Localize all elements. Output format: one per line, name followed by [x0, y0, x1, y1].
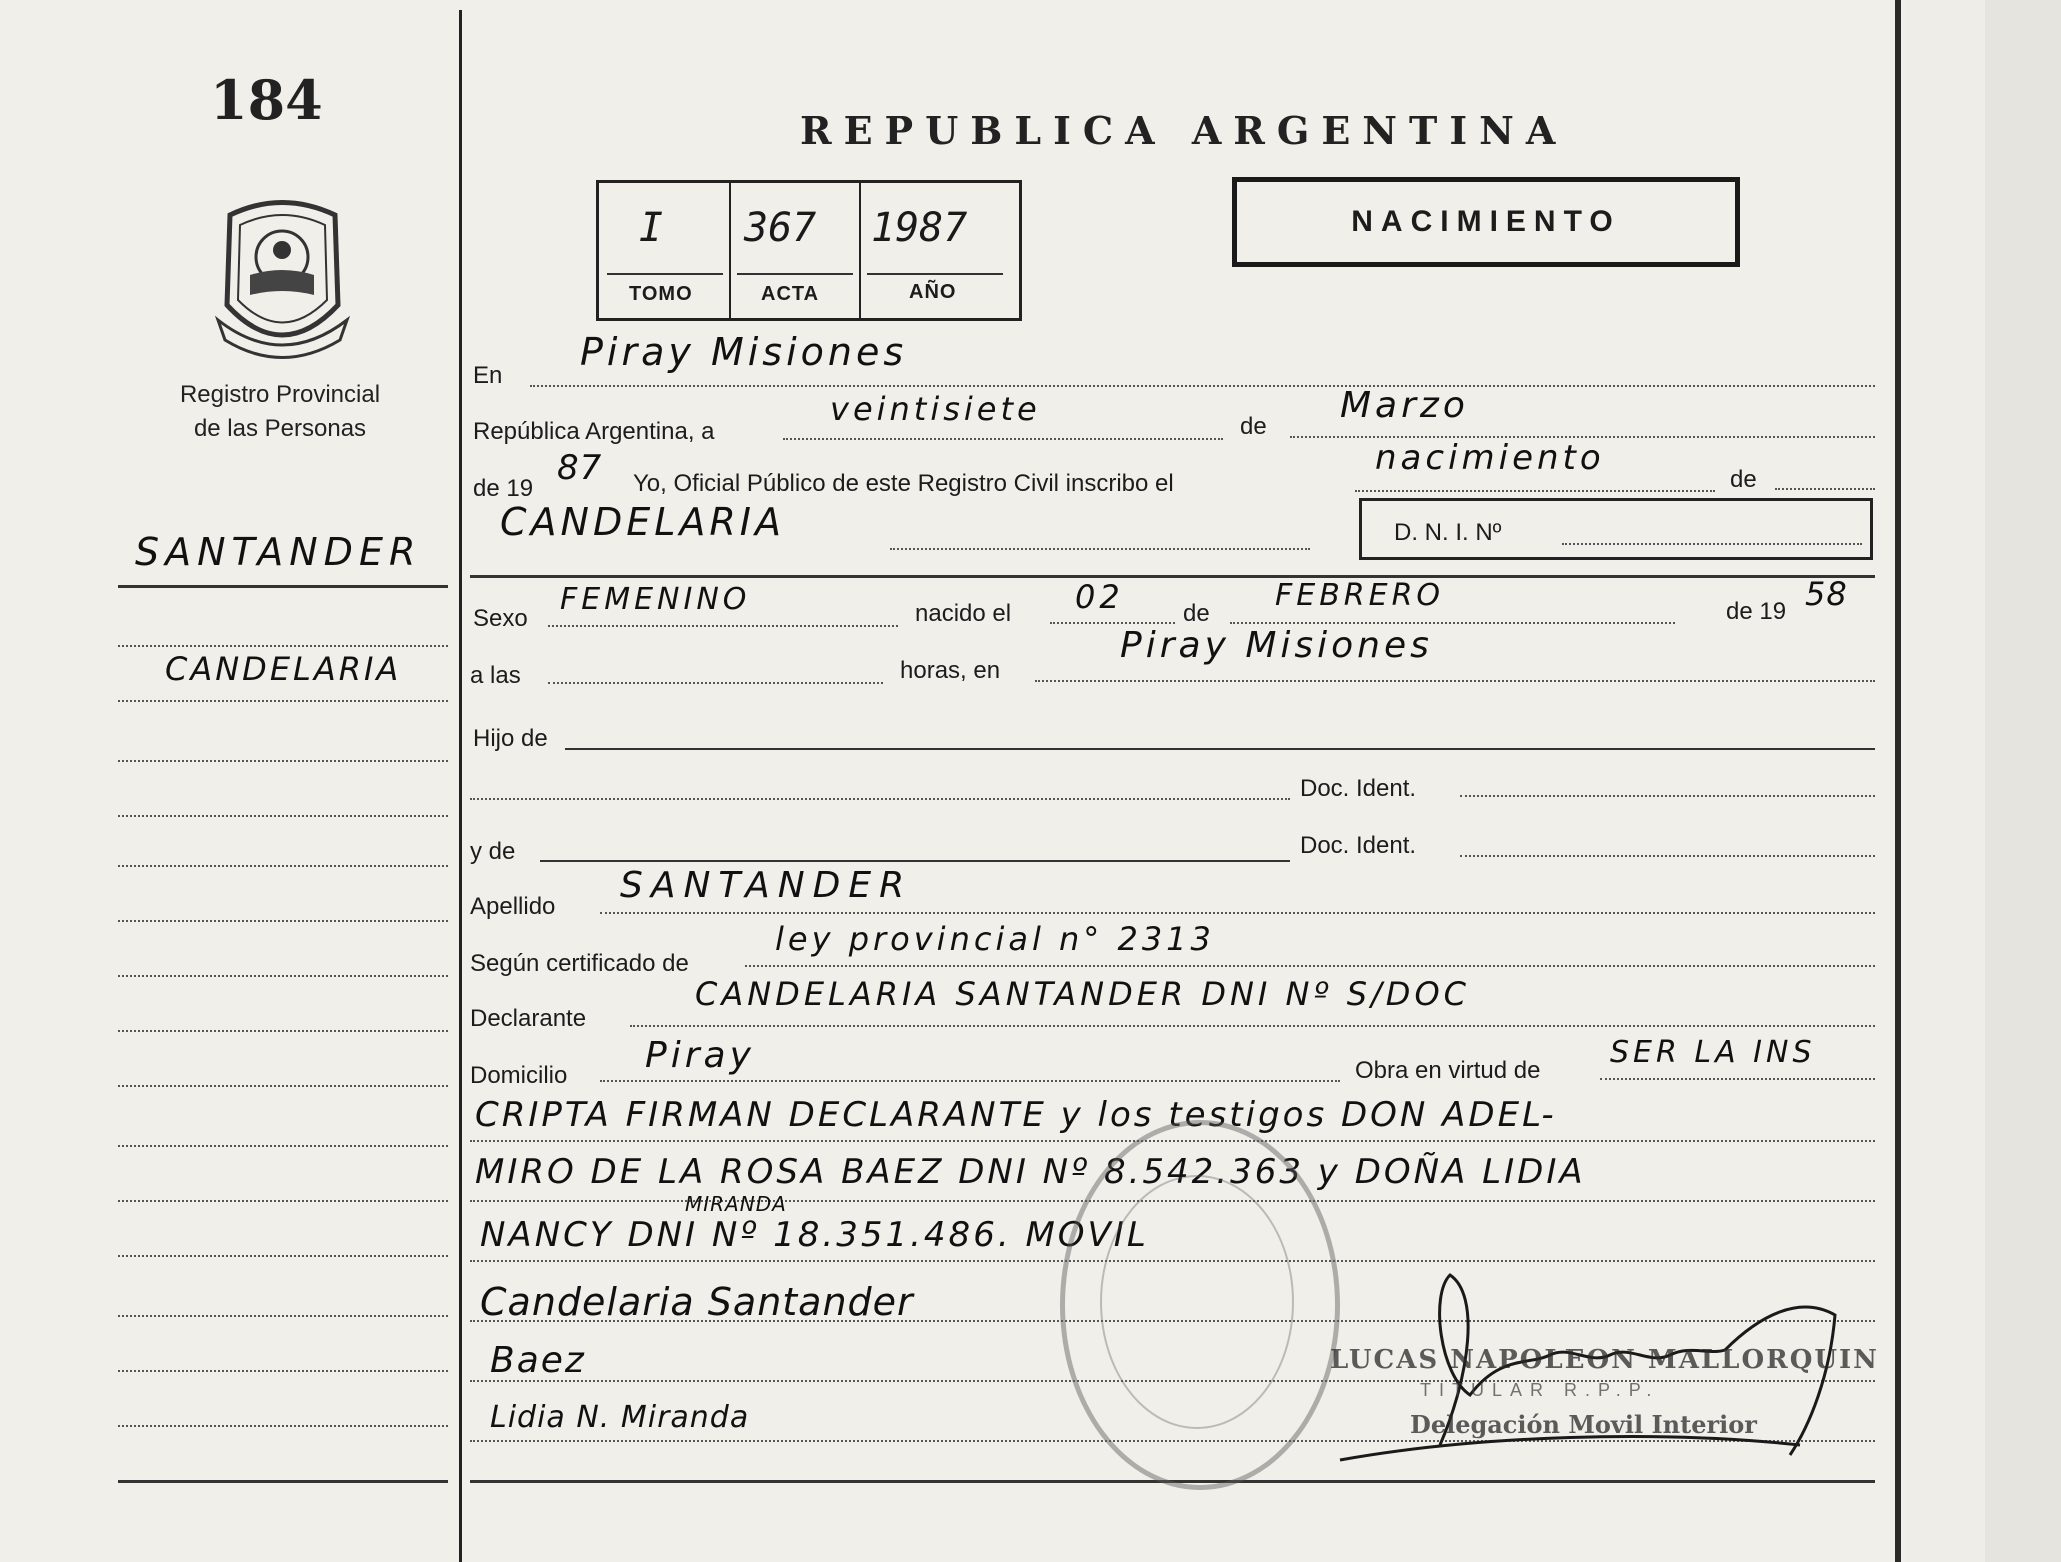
page-margin: [1905, 0, 1985, 1562]
line-y-de: [540, 860, 1290, 862]
label-doc-ident-1: Doc. Ident.: [1300, 775, 1417, 802]
label-y-de: y de: [470, 838, 516, 865]
left-surname: SANTANDER: [135, 530, 422, 574]
line-domicilio: [600, 1080, 1340, 1082]
value-sexo: FEMENINO: [560, 582, 751, 617]
label-horas-en: horas, en: [900, 657, 1001, 684]
page-number: 184: [210, 68, 323, 132]
value-act-type: nacimiento: [1375, 438, 1605, 478]
line-act: [1355, 490, 1715, 492]
line-person: [890, 548, 1310, 550]
value-year-suffix: 87: [557, 448, 603, 488]
line-hijo-de-2: [470, 798, 1290, 800]
value-birth-place: Piray Misiones: [1120, 625, 1433, 666]
line-birth-month: [1230, 622, 1675, 624]
emblem: [210, 195, 355, 360]
line-declarante: [630, 1025, 1875, 1027]
line-de-person: [1775, 488, 1875, 490]
acta-cell: [729, 183, 861, 318]
registro-provincial: [130, 378, 430, 446]
value-obra: SER LA INS: [1610, 1035, 1816, 1070]
label-obra: Obra en virtud de: [1355, 1057, 1541, 1084]
official-stamp-inner: [1100, 1175, 1294, 1429]
line-birth-day: [1050, 622, 1175, 624]
value-birth-month: FEBRERO: [1275, 578, 1445, 613]
registro-line2: de las Personas: [193, 415, 367, 442]
notes-insert: MIRANDA: [685, 1192, 787, 1216]
tomo-value: I: [639, 205, 664, 251]
line-hijo-de: [565, 748, 1875, 750]
label-en: En: [473, 362, 503, 389]
label-segun: Según certificado de: [470, 950, 689, 977]
acta-value: 367: [744, 205, 817, 251]
label-de-birth-month: de: [1183, 600, 1210, 627]
tomo-label: TOMO: [629, 283, 693, 305]
value-declarante: CANDELARIA SANTANDER DNI Nº S/DOC: [695, 975, 1470, 1013]
value-domicilio: Piray: [645, 1035, 755, 1076]
section-divider: [470, 575, 1875, 578]
label-dni: D. N. I. Nº: [1394, 519, 1502, 546]
official-title: TITULAR R.P.P.: [1420, 1380, 1660, 1400]
anio-cell: [859, 183, 1013, 318]
official-office: Delegación Movil Interior: [1410, 1410, 1757, 1439]
value-birth-year-suffix: 58: [1805, 575, 1848, 613]
tomo-cell: [599, 183, 731, 318]
line-segun: [745, 965, 1875, 967]
line-day: [783, 438, 1223, 440]
record-type: NACIMIENTO: [1351, 205, 1621, 238]
label-declarante: Declarante: [470, 1005, 587, 1032]
label-de19-birth: de 19: [1726, 598, 1787, 625]
acta-label: ACTA: [761, 283, 820, 305]
line-apellido: [600, 912, 1875, 914]
label-republica: República Argentina, a: [473, 418, 715, 445]
official-name: LUCAS NAPOLEON MALLORQUIN: [1330, 1345, 1879, 1375]
label-de19: de 19: [473, 475, 534, 502]
value-birth-day: 02: [1075, 578, 1124, 616]
label-apellido: Apellido: [470, 893, 556, 920]
anio-value: 1987: [871, 205, 968, 251]
label-de-month: de: [1240, 413, 1267, 440]
label-nacido-el: nacido el: [915, 600, 1012, 627]
registro-line1: Registro Provincial: [179, 381, 381, 408]
column-divider: [459, 10, 462, 1562]
line-obra: [1600, 1078, 1875, 1080]
document-title: REPUBLICA ARGENTINA: [800, 108, 1568, 153]
label-doc-ident-2: Doc. Ident.: [1300, 832, 1417, 859]
line-sexo: [548, 625, 898, 627]
value-certificado: ley provincial n° 2313: [775, 920, 1215, 958]
signature-testigo2: Lidia N. Miranda: [490, 1400, 750, 1435]
record-box: [596, 180, 1022, 321]
label-de-person: de: [1730, 466, 1757, 493]
label-domicilio: Domicilio: [470, 1062, 568, 1089]
value-place: Piray Misiones: [580, 330, 908, 374]
left-name: CANDELARIA: [165, 650, 402, 688]
label-yo-oficial: Yo, Oficial Público de este Registro Civil inscribo el: [633, 470, 1174, 497]
page-edge: [1895, 0, 1901, 1562]
record-type-box: [1232, 177, 1740, 267]
line-dni: [1562, 543, 1862, 545]
value-month: Marzo: [1340, 385, 1469, 426]
signature-testigo1: Baez: [490, 1340, 586, 1381]
value-day: veintisiete: [830, 390, 1041, 428]
notes-line-3: NANCY DNI Nº 18.351.486. MOVIL: [480, 1215, 1149, 1255]
dni-box: [1359, 498, 1873, 560]
signature-declarante: Candelaria Santander: [480, 1280, 914, 1324]
line-birth-place: [1035, 680, 1875, 682]
line-doc-ident-2: [1460, 855, 1875, 857]
value-person-name: CANDELARIA: [500, 500, 785, 544]
label-hijo-de: Hijo de: [473, 725, 548, 752]
provincia-misiones-seal-icon: [210, 195, 355, 360]
notes-line-1: CRIPTA FIRMAN DECLARANTE y los testigos DON ADEL-: [475, 1095, 1557, 1135]
label-a-las: a las: [470, 662, 521, 689]
line-doc-ident-1: [1460, 795, 1875, 797]
line-place: [530, 385, 1875, 387]
notes-line-2: MIRO DE LA ROSA BAEZ DNI Nº 8.542.363 y DOÑA LIDIA: [475, 1152, 1586, 1192]
value-apellido: SANTANDER: [620, 865, 913, 906]
left-underline: [118, 585, 448, 588]
anio-label: AÑO: [909, 281, 957, 303]
label-sexo: Sexo: [473, 605, 528, 632]
line-hour: [548, 682, 883, 684]
